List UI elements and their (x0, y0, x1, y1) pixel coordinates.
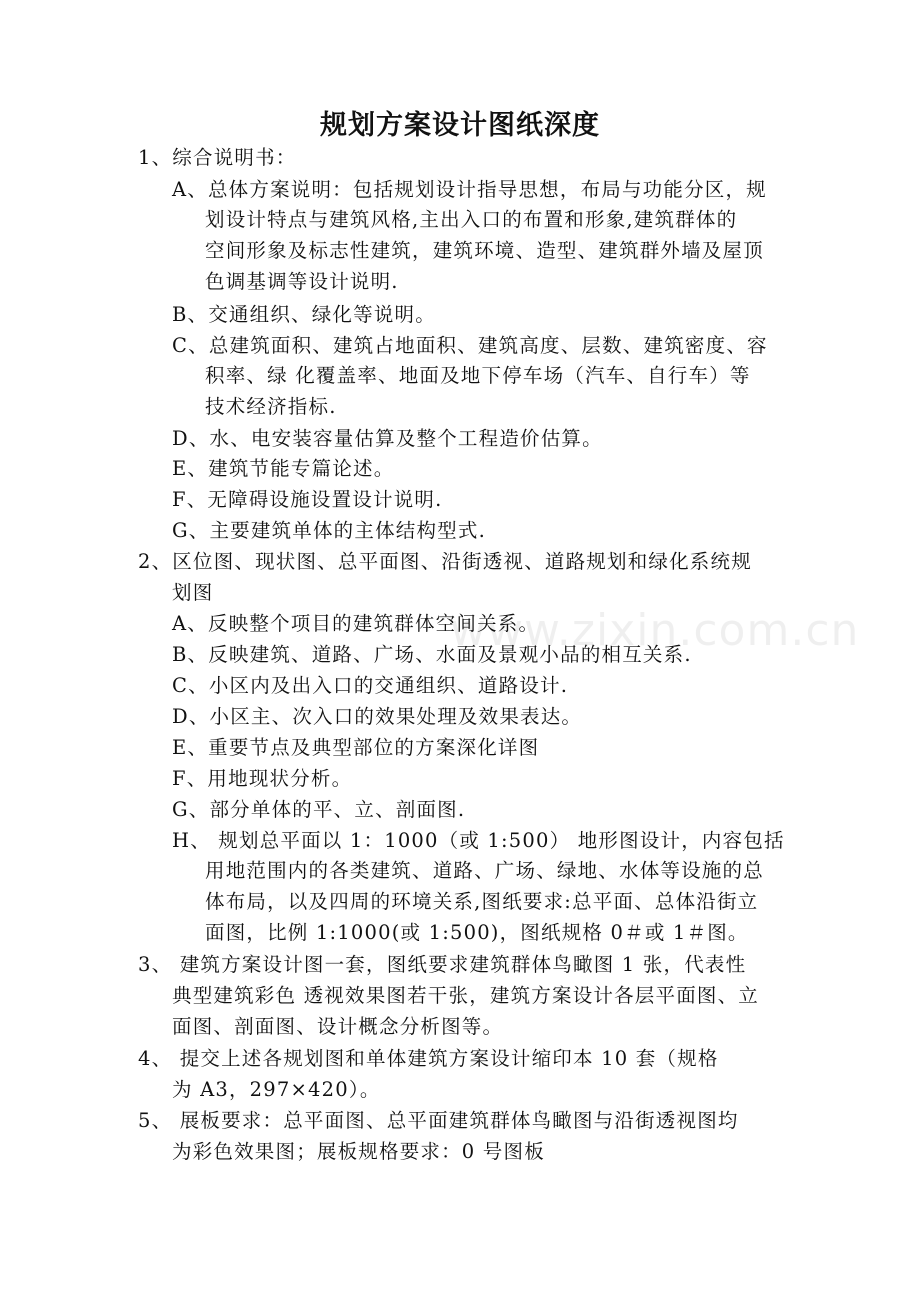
item-2h-line-1: H、 规划总平面以 1：1000（或 1:500） 地形图设计，内容包括 (172, 829, 785, 852)
section-5-line-2: 为彩色效果图；展板规格要求：0 号图板 (172, 1140, 545, 1163)
document-title: 规划方案设计图纸深度 (320, 110, 600, 141)
section-5-line-1: 5、 展板要求：总平面图、总平面建筑群体鸟瞰图与沿街透视图均 (138, 1109, 739, 1132)
item-2a: A、反映整个项目的建筑群体空间关系。 (172, 612, 540, 635)
item-1a-line-4: 色调基调等设计说明. (205, 270, 399, 293)
item-1e: E、建筑节能专篇论述。 (172, 457, 395, 480)
item-1a-line-2: 划设计特点与建筑风格,主出入口的布置和形象,建筑群体的 (205, 208, 738, 231)
item-1b: B、交通组织、绿化等说明。 (172, 303, 436, 326)
section-4-line-1: 4、 提交上述各规划图和单体建筑方案设计缩印本 10 套（规格 (138, 1047, 719, 1070)
item-1c-line-1: C、总建筑面积、建筑占地面积、建筑高度、层数、建筑密度、容 (172, 334, 768, 357)
item-1a-line-1: A、总体方案说明：包括规划设计指导思想，布局与功能分区，规 (172, 178, 767, 201)
item-1c-line-2: 积率、绿 化覆盖率、地面及地下停车场（汽车、自行车）等 (205, 364, 751, 387)
item-2c: C、小区内及出入口的交通组织、道路设计. (172, 674, 569, 697)
item-2e: E、重要节点及典型部位的方案深化详图 (172, 736, 540, 759)
item-1a-line-3: 空间形象及标志性建筑，建筑环境、造型、建筑群外墙及屋顶 (205, 239, 764, 262)
item-2g: G、部分单体的平、立、剖面图. (172, 798, 466, 821)
item-1g: G、主要建筑单体的主体结构型式. (172, 519, 486, 542)
section-3-line-2: 典型建筑彩色 透视效果图若干张，建筑方案设计各层平面图、立 (172, 984, 759, 1007)
section-1-heading: 1、综合说明书： (138, 146, 297, 169)
item-2d: D、小区主、次入口的效果处理及效果表达。 (172, 705, 583, 728)
item-1c-line-3: 技术经济指标. (205, 395, 337, 418)
section-4-line-2: 为 A3，297×420）。 (172, 1078, 381, 1101)
section-3-line-1: 3、 建筑方案设计图一套，图纸要求建筑群体鸟瞰图 1 张，代表性 (138, 953, 747, 976)
item-1d: D、水、电安装容量估算及整个工程造价估算。 (172, 427, 603, 450)
section-2-heading-line-1: 2、区位图、现状图、总平面图、沿街透视、道路规划和绿化系统规 (138, 550, 752, 573)
item-1f: F、无障碍设施设置设计说明. (172, 488, 443, 511)
item-2b: B、反映建筑、道路、广场、水面及景观小品的相互关系. (172, 643, 692, 666)
item-2h-line-2: 用地范围内的各类建筑、道路、广场、绿地、水体等设施的总 (205, 859, 764, 882)
section-2-heading-line-2: 划图 (172, 581, 214, 604)
item-2f: F、用地现状分析。 (172, 767, 353, 790)
section-3-line-3: 面图、剖面图、设计概念分析图等。 (172, 1015, 504, 1038)
item-2h-line-3: 体布局，以及四周的环境关系,图纸要求:总平面、总体沿街立 (205, 890, 759, 913)
watermark: www.zixin.com.cn (450, 605, 860, 656)
item-2h-line-4: 面图，比例 1:1000(或 1:500)，图纸规格 0＃或 1＃图。 (205, 921, 749, 944)
